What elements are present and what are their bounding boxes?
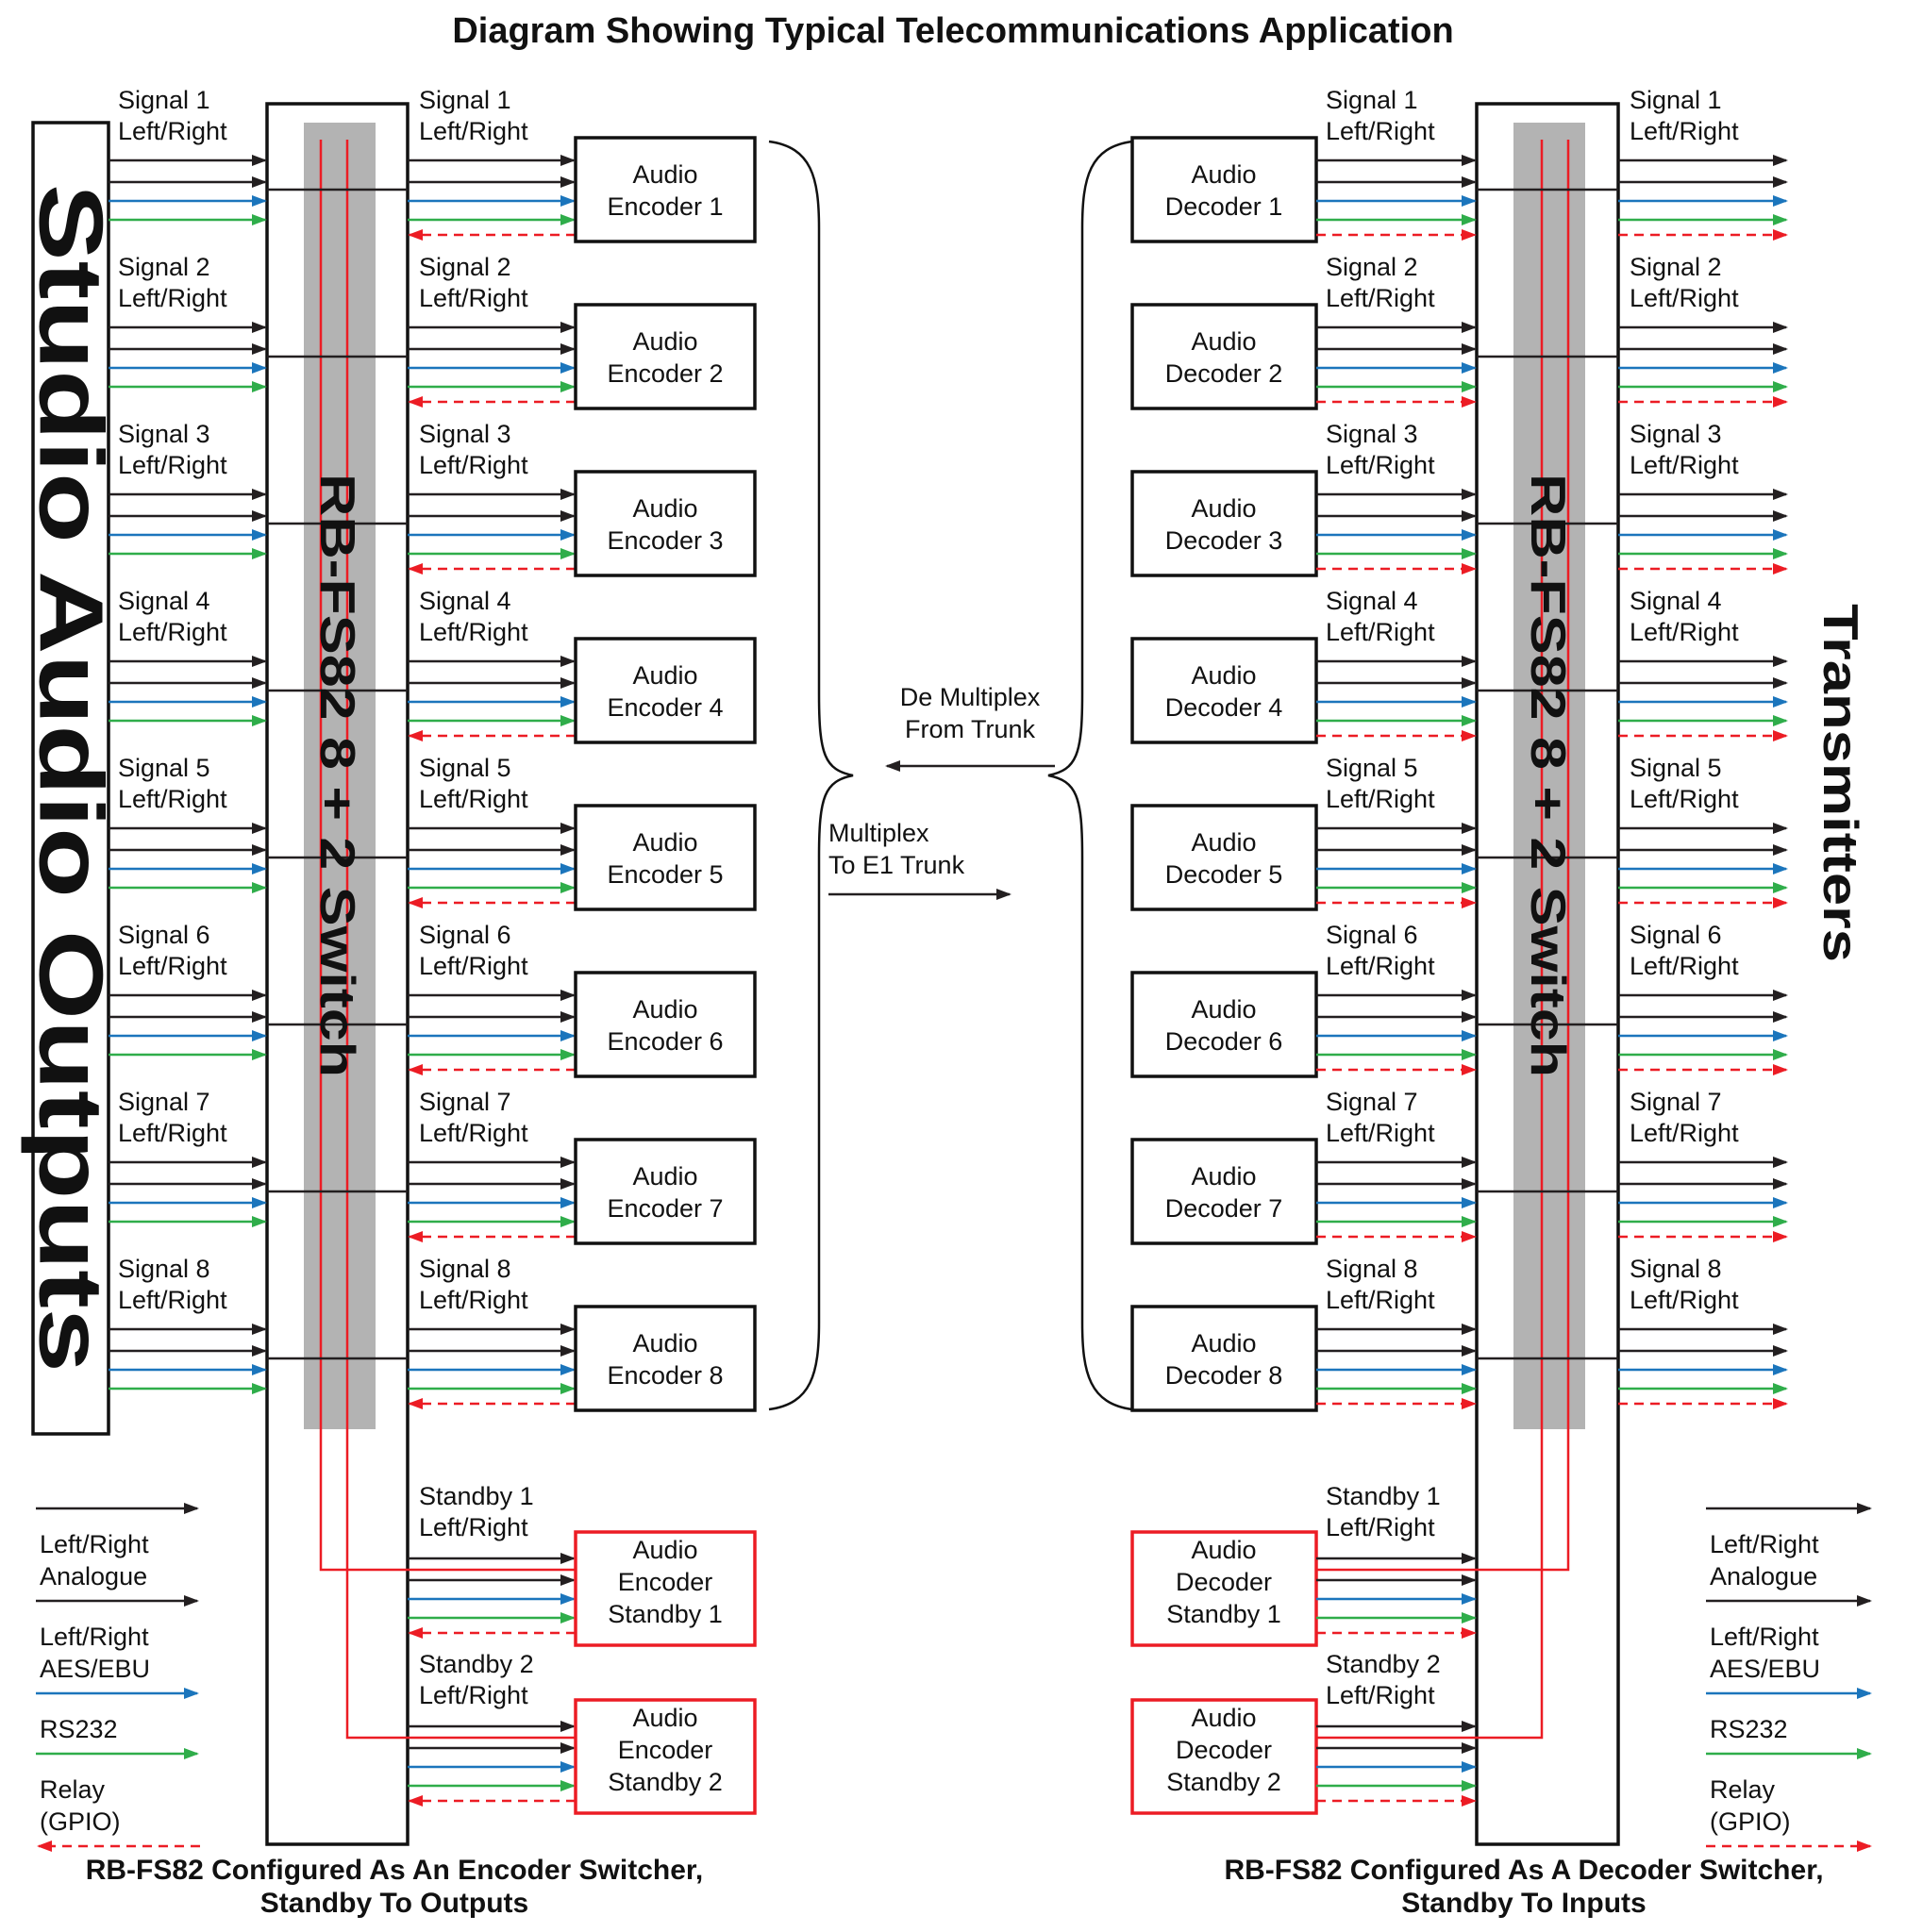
transmitters-label: Transmitters <box>1813 604 1867 899</box>
encoder-caption-line1: RB-FS82 Configured As An Encoder Switcher, <box>85 1855 704 1886</box>
mux-label-line2: To E1 Trunk <box>828 851 965 879</box>
legend-label-right: Analogue <box>1710 1562 1818 1591</box>
standby-label: Standby 2 <box>419 1650 534 1678</box>
mux-brace <box>769 142 853 1409</box>
signal-label: Signal 3 <box>1630 420 1722 448</box>
signal-label: Signal 7 <box>1326 1088 1418 1116</box>
encoder-box <box>576 806 755 909</box>
signal-sublabel: Left/Right <box>419 952 528 980</box>
encoder-box-label: Audio <box>632 661 698 690</box>
encoder-caption-line2: Standby To Outputs <box>259 1887 529 1919</box>
signal-label: Signal 2 <box>419 253 511 281</box>
encoder-box <box>576 639 755 742</box>
decoder-box-label: Audio <box>1191 494 1257 523</box>
encoder-box-label: Encoder 5 <box>607 860 724 889</box>
encoder-box <box>576 1307 755 1410</box>
signal-label: Signal 3 <box>419 420 511 448</box>
standby-label: Standby 1 <box>419 1482 534 1510</box>
decoder-box <box>1132 973 1316 1076</box>
encoder-box-label: Encoder 7 <box>607 1194 724 1223</box>
signal-label: Signal 3 <box>118 420 210 448</box>
signal-label: Signal 1 <box>1326 86 1418 114</box>
legend-label-left: Relay <box>40 1775 106 1804</box>
signal-label: Signal 1 <box>1630 86 1722 114</box>
signal-label: Signal 6 <box>1326 921 1418 949</box>
decoder-box-label: Decoder 7 <box>1164 1194 1283 1223</box>
decoder-box-label: Audio <box>1191 327 1257 356</box>
signal-sublabel: Left/Right <box>1630 785 1739 813</box>
signal-sublabel: Left/Right <box>1326 952 1435 980</box>
signal-sublabel: Left/Right <box>118 785 227 813</box>
signal-label: Signal 1 <box>118 86 210 114</box>
encoder-box-label: Audio <box>632 160 698 189</box>
signal-label: Signal 3 <box>1326 420 1418 448</box>
legend-label-right: RS232 <box>1710 1715 1788 1743</box>
standby-decoder-box-label: Decoder <box>1175 1736 1273 1764</box>
decoder-box <box>1132 639 1316 742</box>
legend-label-right: Left/Right <box>1710 1530 1819 1558</box>
standby-sublabel: Left/Right <box>419 1513 528 1541</box>
encoder-box-label: Audio <box>632 1162 698 1191</box>
encoder-box-label: Audio <box>632 828 698 857</box>
signal-sublabel: Left/Right <box>1326 618 1435 646</box>
signal-sublabel: Left/Right <box>1630 618 1739 646</box>
encoder-box-label: Encoder 4 <box>607 693 724 722</box>
standby-decoder-box-label: Decoder <box>1175 1568 1273 1596</box>
signal-sublabel: Left/Right <box>419 1286 528 1314</box>
decoder-box-label: Decoder 6 <box>1164 1027 1283 1056</box>
encoder-caption <box>86 1855 704 1920</box>
encoder-box <box>576 472 755 575</box>
signal-sublabel: Left/Right <box>1630 284 1739 312</box>
standby-decoder-box-label: Standby 2 <box>1166 1768 1281 1796</box>
signal-sublabel: Left/Right <box>419 284 528 312</box>
standby-encoder-box-label: Encoder <box>617 1736 713 1764</box>
signal-label: Signal 8 <box>1326 1255 1418 1283</box>
standby-label: Standby 2 <box>1326 1650 1441 1678</box>
signal-label: Signal 1 <box>419 86 511 114</box>
encoder-box <box>576 1140 755 1243</box>
signal-sublabel: Left/Right <box>419 1119 528 1147</box>
standby-encoder-box-label: Audio <box>632 1536 698 1564</box>
decoder-box-label: Decoder 2 <box>1164 359 1283 388</box>
mux-label-line1: Multiplex <box>828 819 929 847</box>
decoder-box <box>1132 305 1316 408</box>
signal-label: Signal 8 <box>118 1255 210 1283</box>
encoder-box-label: Encoder 6 <box>607 1027 724 1056</box>
demux-brace <box>1048 142 1132 1409</box>
standby-decoder-box-label: Standby 1 <box>1166 1600 1281 1628</box>
standby-decoder-box-label: Audio <box>1191 1704 1257 1732</box>
decoder-box-label: Decoder 3 <box>1164 526 1283 555</box>
signal-sublabel: Left/Right <box>419 117 528 145</box>
standby-sublabel: Left/Right <box>1326 1681 1435 1709</box>
encoder-box-label: Audio <box>632 327 698 356</box>
legend-label-left: Left/Right <box>40 1530 149 1558</box>
decoder-box-label: Decoder 8 <box>1164 1361 1283 1390</box>
standby-decoder-box-label: Audio <box>1191 1536 1257 1564</box>
encoder-box <box>576 305 755 408</box>
decoder-box-label: Decoder 1 <box>1164 192 1283 221</box>
legend-label-left: Left/Right <box>40 1623 149 1651</box>
encoder-switch-label: RB-FS82 8 + 2 Switch <box>309 474 364 974</box>
legend-label-left: AES/EBU <box>40 1655 151 1683</box>
signal-sublabel: Left/Right <box>1630 952 1739 980</box>
encoder-box-label: Audio <box>632 494 698 523</box>
signal-sublabel: Left/Right <box>1630 1119 1739 1147</box>
signal-sublabel: Left/Right <box>1326 451 1435 479</box>
signal-sublabel: Left/Right <box>118 952 227 980</box>
decoder-switch-label: RB-FS82 8 + 2 Switch <box>1520 474 1575 974</box>
legend-label-left: RS232 <box>40 1715 118 1743</box>
decoder-box <box>1132 472 1316 575</box>
decoder-caption <box>1224 1855 1823 1920</box>
signal-label: Signal 2 <box>1630 253 1722 281</box>
signal-label: Signal 5 <box>1326 754 1418 782</box>
decoder-box <box>1132 138 1316 242</box>
encoder-box-label: Audio <box>632 1329 698 1357</box>
signal-sublabel: Left/Right <box>419 451 528 479</box>
standby-encoder-box-label: Encoder <box>617 1568 713 1596</box>
signal-sublabel: Left/Right <box>1630 1286 1739 1314</box>
signal-label: Signal 2 <box>1326 253 1418 281</box>
encoder-box-label: Encoder 1 <box>607 192 724 221</box>
decoder-box-label: Audio <box>1191 1162 1257 1191</box>
legend-label-left: (GPIO) <box>40 1807 121 1836</box>
signal-sublabel: Left/Right <box>118 284 227 312</box>
encoder-box-label: Encoder 8 <box>607 1361 724 1390</box>
signal-label: Signal 4 <box>1630 587 1722 615</box>
signal-label: Signal 7 <box>419 1088 511 1116</box>
diagram-title: Diagram Showing Typical Telecommunications Application <box>452 11 1454 51</box>
signal-label: Signal 6 <box>1630 921 1722 949</box>
signal-sublabel: Left/Right <box>1326 284 1435 312</box>
standby-sublabel: Left/Right <box>1326 1513 1435 1541</box>
signal-label: Signal 4 <box>118 587 210 615</box>
standby-label: Standby 1 <box>1326 1482 1441 1510</box>
encoder-box <box>576 973 755 1076</box>
encoder-box-label: Encoder 2 <box>607 359 724 388</box>
legend-label-right: Left/Right <box>1710 1623 1819 1651</box>
signal-sublabel: Left/Right <box>1630 117 1739 145</box>
signal-sublabel: Left/Right <box>1326 785 1435 813</box>
standby-encoder-box-label: Standby 1 <box>608 1600 723 1628</box>
decoder-box <box>1132 1307 1316 1410</box>
signal-sublabel: Left/Right <box>419 785 528 813</box>
signal-sublabel: Left/Right <box>419 618 528 646</box>
signal-label: Signal 8 <box>419 1255 511 1283</box>
decoder-box-label: Decoder 4 <box>1164 693 1283 722</box>
signal-label: Signal 4 <box>419 587 511 615</box>
demux-label-line1: De Multiplex <box>899 683 1041 711</box>
decoder-box <box>1132 1140 1316 1243</box>
signal-label: Signal 5 <box>118 754 210 782</box>
decoder-box <box>1132 806 1316 909</box>
standby-sublabel: Left/Right <box>419 1681 528 1709</box>
signal-sublabel: Left/Right <box>118 618 227 646</box>
signal-sublabel: Left/Right <box>1326 1119 1435 1147</box>
signal-label: Signal 6 <box>118 921 210 949</box>
studio-outputs-label: Studio Audio Outputs <box>20 184 122 1117</box>
signal-sublabel: Left/Right <box>118 1119 227 1147</box>
standby-encoder-box-label: Audio <box>632 1704 698 1732</box>
standby-encoder-box-label: Standby 2 <box>608 1768 723 1796</box>
decoder-box-label: Audio <box>1191 828 1257 857</box>
encoder-box-label: Encoder 3 <box>607 526 724 555</box>
signal-label: Signal 7 <box>118 1088 210 1116</box>
encoder-box-label: Audio <box>632 995 698 1024</box>
signal-label: Signal 4 <box>1326 587 1418 615</box>
decoder-box-label: Decoder 5 <box>1164 860 1283 889</box>
signal-label: Signal 7 <box>1630 1088 1722 1116</box>
decoder-box-label: Audio <box>1191 160 1257 189</box>
signal-sublabel: Left/Right <box>118 1286 227 1314</box>
signal-label: Signal 5 <box>419 754 511 782</box>
legend-label-left: Analogue <box>40 1562 148 1591</box>
signal-sublabel: Left/Right <box>1326 117 1435 145</box>
signal-label: Signal 8 <box>1630 1255 1722 1283</box>
demux-label-line2: From Trunk <box>904 715 1036 743</box>
signal-sublabel: Left/Right <box>1326 1286 1435 1314</box>
decoder-caption-line1: RB-FS82 Configured As A Decoder Switcher, <box>1224 1855 1824 1886</box>
decoder-caption-line2: Standby To Inputs <box>1401 1887 1647 1919</box>
signal-sublabel: Left/Right <box>118 451 227 479</box>
legend-label-right: AES/EBU <box>1710 1655 1821 1683</box>
legend-label-right: Relay <box>1710 1775 1776 1804</box>
signal-label: Signal 6 <box>419 921 511 949</box>
legend-label-right: (GPIO) <box>1710 1807 1791 1836</box>
decoder-box-label: Audio <box>1191 995 1257 1024</box>
signal-sublabel: Left/Right <box>1630 451 1739 479</box>
signal-label: Signal 2 <box>118 253 210 281</box>
signal-label: Signal 5 <box>1630 754 1722 782</box>
decoder-box-label: Audio <box>1191 1329 1257 1357</box>
encoder-box <box>576 138 755 242</box>
signal-sublabel: Left/Right <box>118 117 227 145</box>
decoder-box-label: Audio <box>1191 661 1257 690</box>
